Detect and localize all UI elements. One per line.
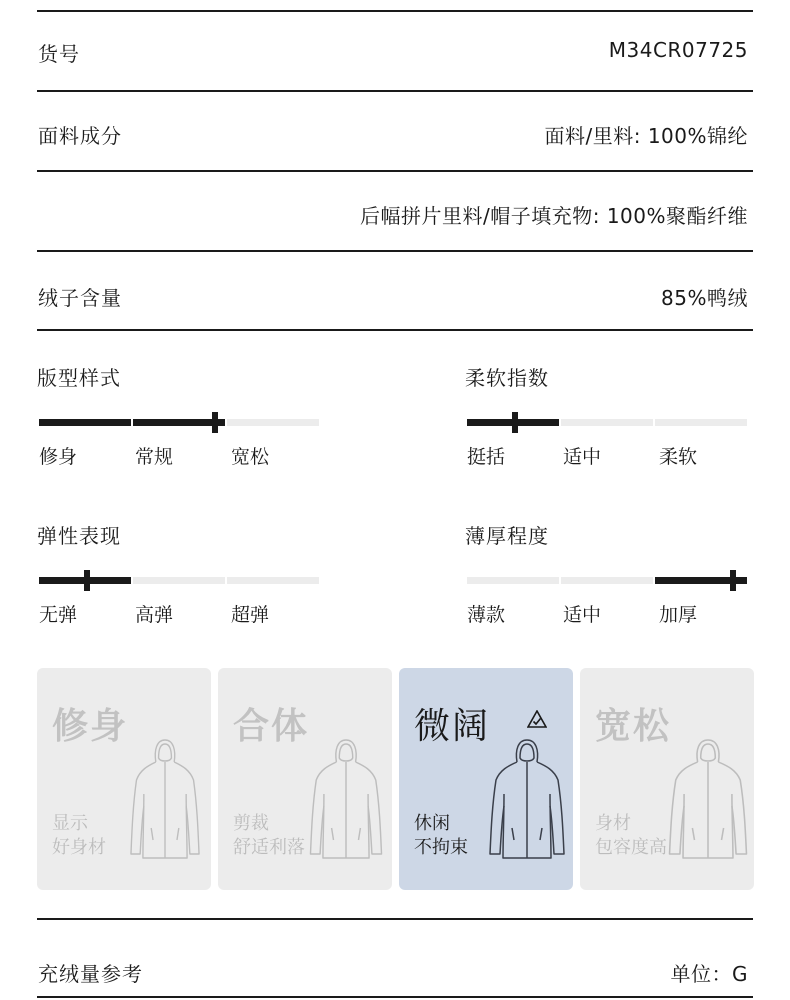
track-segment (227, 577, 319, 584)
article-no-value: M34CR07725 (608, 38, 748, 62)
level-marker (730, 570, 736, 591)
tick-label: 超弹 (231, 604, 270, 626)
divider (37, 10, 753, 12)
level-marker (212, 412, 218, 433)
divider (37, 170, 753, 172)
fit-card-title: 合体 (233, 706, 310, 747)
fit-card-desc-line: 显示 (52, 813, 88, 834)
divider (37, 329, 753, 331)
hooded-jacket-icon (303, 736, 389, 862)
fit-card-desc-line: 好身材 (52, 837, 106, 858)
fit-card-regular[interactable] (218, 668, 392, 890)
elasticity-scale (37, 520, 319, 626)
fit-card-desc (414, 812, 468, 860)
level-marker (512, 412, 518, 433)
tick-label: 宽松 (231, 446, 270, 468)
hooded-jacket-icon (122, 736, 208, 862)
tick-label: 柔软 (659, 446, 698, 468)
fit-card-desc (52, 812, 106, 860)
fit-card-desc-line: 剪裁 (233, 813, 269, 834)
thickness-scale (465, 520, 747, 626)
elasticity-title: 弹性表现 (37, 524, 121, 548)
tick-label: 常规 (135, 446, 174, 468)
softness-scale (465, 362, 747, 468)
track-segment (133, 419, 225, 426)
divider (37, 918, 753, 920)
track-segment (561, 419, 653, 426)
fit-card-desc (233, 812, 305, 860)
divider (37, 250, 753, 252)
hooded-jacket-icon (665, 736, 751, 862)
fit-card-desc-line: 舒适利落 (233, 837, 305, 858)
fit-card-loose[interactable] (580, 668, 754, 890)
fit-card-desc-line: 身材 (595, 813, 631, 834)
tick-label: 无弹 (39, 604, 78, 626)
fit-card-slim[interactable] (37, 668, 211, 890)
softness-title: 柔软指数 (465, 366, 549, 390)
elasticity-track (39, 577, 319, 584)
softness-track (467, 419, 747, 426)
track-segment (561, 577, 653, 584)
down-content-value: 85%鸭绒 (661, 286, 748, 310)
fabric-value-line1: 面料/里料: 100%锦纶 (544, 124, 748, 148)
fabric-value-line2: 后幅拼片里料/帽子填充物: 100%聚酯纤维 (359, 204, 748, 228)
track-segment (133, 577, 225, 584)
track-segment (655, 419, 747, 426)
filling-label: 充绒量参考 (38, 962, 143, 986)
thickness-title: 薄厚程度 (465, 524, 549, 548)
fit-card-relaxed[interactable] (399, 668, 573, 890)
triangle-check-icon (527, 710, 547, 728)
divider (37, 996, 753, 998)
fit-style-title: 版型样式 (37, 366, 121, 390)
thickness-track (467, 577, 747, 584)
fit-card-desc-line: 包容度高 (595, 837, 667, 858)
article-no-label: 货号 (38, 42, 80, 66)
fit-style-track (39, 419, 319, 426)
filling-unit: 单位：G (670, 962, 748, 986)
track-segment (467, 577, 559, 584)
tick-label: 修身 (39, 446, 78, 468)
tick-label: 适中 (563, 604, 602, 626)
fit-card-title: 宽松 (595, 706, 672, 747)
fit-card-desc (595, 812, 667, 860)
fit-card-desc-line: 休闲 (414, 813, 450, 834)
level-marker (84, 570, 90, 591)
fit-card-title: 微阔 (414, 706, 491, 747)
tick-label: 适中 (563, 446, 602, 468)
tick-label: 高弹 (135, 604, 174, 626)
tick-label: 挺括 (467, 446, 506, 468)
fit-card-title: 修身 (52, 706, 129, 747)
track-segment (39, 419, 131, 426)
tick-label: 薄款 (467, 604, 506, 626)
down-content-label: 绒子含量 (38, 286, 122, 310)
track-segment (227, 419, 319, 426)
fit-card-desc-line: 不拘束 (414, 837, 468, 858)
tick-label: 加厚 (659, 604, 698, 626)
fabric-label: 面料成分 (38, 124, 122, 148)
fit-style-scale (37, 362, 319, 468)
divider (37, 90, 753, 92)
hooded-jacket-icon (484, 736, 570, 862)
